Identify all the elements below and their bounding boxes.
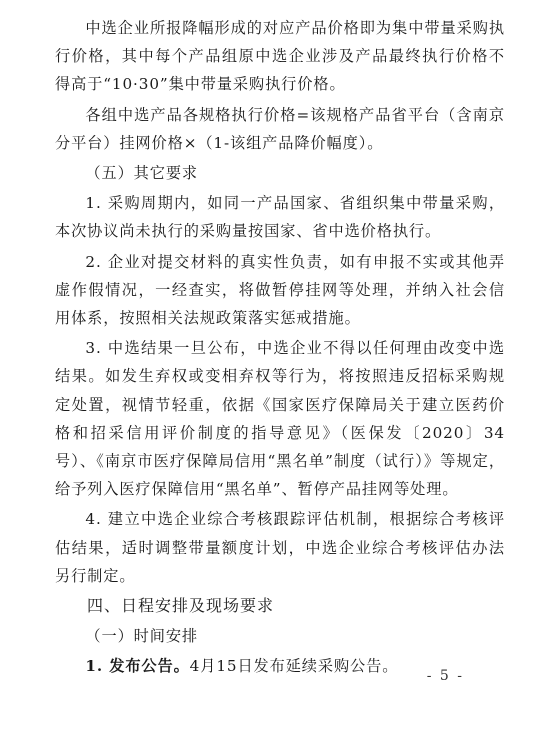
paragraph-price-formula: 各组中选产品各规格执行价格=该规格产品省平台（含南京分平台）挂网价格×（1-该组产品降价幅度）。 — [55, 105, 505, 152]
section-heading-other-requirements: （五）其它要求 — [85, 164, 199, 183]
announcement-text: 4月15日发布延续采购公告。 — [189, 657, 399, 676]
paragraph-requirement-4: 4. 建立中选企业综合考核跟踪评估机制，根据综合考核评估结果，适时调整带量额度计划，中选企业综合考核评估办法另行制定。 — [55, 510, 505, 585]
document-body — [55, 14, 505, 681]
announcement-label: 1. 发布公告。 — [85, 657, 190, 676]
section-heading-schedule: 四、日程安排及现场要求 — [87, 596, 275, 616]
paragraph-requirement-1: 1. 采购周期内，如同一产品国家、省组织集中带量采购，本次协议尚未执行的采购量按国家、省中选价格执行。 — [55, 194, 505, 241]
paragraph-requirement-3: 3. 中选结果一旦公布，中选企业不得以任何理由改变中选结果。如发生弃权或变相弃权等行为，将按照违反招标采购规定处置，视情节轻重，依据《国家医疗保障局关于建立医药价格和招采信用评价制度的指导意见》（医保发〔2020〕34号）、《南京市医疗保障局信用“黑名单”制度（试行）》等规定，给予列入医疗保障信用“黑名单”、暂停产品挂网等处理。 — [55, 339, 505, 499]
paragraph-price-rule: 中选企业所报降幅形成的对应产品价格即为集中带量采购执行价格，其中每个产品组原中选企业涉及产品最终执行价格不得高于“10·30”集中带量采购执行价格。 — [55, 19, 505, 94]
subsection-heading-time: （一）时间安排 — [85, 627, 199, 646]
paragraph-requirement-2: 2. 企业对提交材料的真实性负责，如有申报不实或其他弄虚作假情况，一经查实，将做暂停挂网等处理，并纳入社会信用体系，按照相关法规政策落实惩戒措施。 — [55, 252, 505, 328]
page-number: - 5 - — [426, 668, 464, 684]
